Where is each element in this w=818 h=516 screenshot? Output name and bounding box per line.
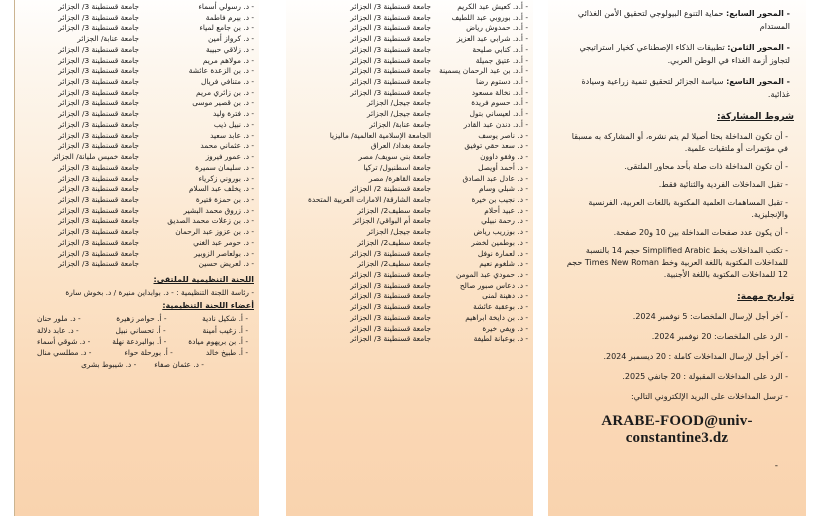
member-name: - د. بوروني زكرياء [198, 173, 254, 183]
member-university: جامعة سطيف2/ الجزائر [357, 259, 431, 269]
member-university: جامعة قسنطينة 3/ الجزائر [58, 44, 139, 54]
dates-title: تواريخ مهمة: [737, 292, 794, 302]
member-university: جامعة قسنطينة 3/ الجزائر [350, 248, 431, 258]
committee-member: - د. ملور حنان [37, 314, 81, 324]
member-university: جامعة قسنطينة 3/ الجزائر [350, 291, 431, 301]
member-university: جامعة قسنطينة 3/ الجزائر [58, 23, 139, 33]
axis-label: - المحور الثامن: [727, 43, 790, 52]
members-list-left [15, 0, 259, 270]
member-row [286, 206, 533, 217]
member-university: جامعة قسنطينة 3/ الجزائر [350, 2, 431, 11]
member-name: - د. رحمة نبيلي [481, 216, 528, 226]
member-name: - د. مولاهم مريم [202, 55, 254, 65]
member-row [15, 2, 259, 13]
member-row [15, 184, 259, 195]
members-list-middle [286, 0, 533, 345]
member-name: - د. بوطمين لخضر [471, 237, 528, 247]
member-row [15, 141, 259, 152]
committee-member: - د. عابد دلالة [37, 325, 79, 335]
conditions-list [560, 131, 794, 281]
member-row [286, 227, 533, 238]
member-row [15, 66, 259, 77]
dates-list [560, 311, 794, 403]
member-row [286, 34, 533, 45]
date-item: - الرد على الملخصات: 20 نوفمبر 2024. [651, 332, 788, 341]
member-row [15, 131, 259, 142]
axis-label: - المحور التاسع: [726, 77, 790, 86]
committee-row [21, 313, 254, 324]
member-name: - د. نجيب بن خيرة [471, 194, 528, 204]
member-row [15, 259, 259, 270]
member-name: - د. عمور فيروز [205, 152, 254, 162]
member-name: - أ.د. بوروبي عبد اللطيف [451, 12, 528, 22]
member-university: جامعة قسنطينة 3/ الجزائر [58, 66, 139, 76]
member-row [286, 98, 533, 109]
member-name: - د. لعمارة نوفل [477, 248, 528, 258]
condition-item: - تقبل المساهمات العلمية المكتوبة باللغات العربية، الفرنسية والإنجليزية. [588, 198, 788, 219]
member-row [15, 56, 259, 67]
member-name: - د. لعريض حسين [198, 259, 254, 269]
member-name: - أ.د. عتيق جميلة [475, 55, 528, 65]
member-row [286, 13, 533, 24]
committee-member: - أ. تحساني نبيل [115, 325, 166, 335]
member-row [15, 249, 259, 260]
member-name: - أ.د. كنابي صليحة [472, 44, 528, 54]
committee-member: - أ. شكيل نادية [202, 314, 248, 324]
page-gutter [258, 0, 286, 516]
member-name: - د. زلاقي حبيبة [205, 44, 254, 54]
committee-member: - أ. بن بريهوم ميادة [188, 336, 248, 346]
member-name: - د. بوعبانة لطيفة [473, 334, 528, 344]
member-university: جامعة قسنطينة 3/ الجزائر [58, 227, 139, 237]
committee-row [21, 347, 254, 358]
member-name: - د. ناصر يوسف [478, 130, 528, 140]
member-row [286, 238, 533, 249]
member-name: - د. نبيل ذيب [213, 119, 254, 129]
member-university: جامعة قسنطينة 3/ الجزائر [350, 12, 431, 22]
axis-text: سياسة الجزائر لتحقيق تنمية زراعية وسيادة غذائية. [581, 77, 790, 99]
committee-row [21, 336, 254, 347]
member-row [286, 249, 533, 260]
member-university: جامعة قسنطينة 3/ الجزائر [58, 98, 139, 108]
committee-row [21, 324, 254, 335]
member-name: - د. بوعقبة عائشة [473, 302, 528, 312]
axis-text: تطبيقات الذكاء الإصطناعي كخيار استراتيجي لتجاوز أزمة الغذاء في الوطن العربي. [579, 43, 790, 65]
member-university: جامعة قسنطينة 3/ الجزائر [350, 34, 431, 44]
member-row [286, 291, 533, 302]
condition-item: - تقبل المداخلات الفردية والثنائية فقط. [658, 180, 788, 189]
committee-member: - أ. حوامر زهيرة [116, 314, 167, 324]
member-row [286, 313, 533, 324]
page-panel-right [548, 0, 806, 516]
member-university: جامعة عنابة/ الجزائر [77, 34, 139, 44]
left-page-margin [0, 0, 14, 516]
member-university: جامعة سطيف2/ الجزائر [357, 205, 431, 215]
member-name: - أ.د. حسوم فريدة [471, 98, 528, 108]
member-university: جامعة سطيف2/ الجزائر [357, 237, 431, 247]
member-university: جامعة قسنطينة 3/ الجزائر [58, 2, 139, 11]
member-name: - أ.د. حمدوش رياض [466, 23, 528, 33]
member-name: - د. بن جامع لمياء [199, 23, 254, 33]
member-name: - د. عابد سعيد [210, 130, 254, 140]
member-row [286, 66, 533, 77]
member-name: - د. بن الزعدة عائشة [188, 66, 254, 76]
axes-list [560, 8, 794, 101]
axis-paragraph [560, 42, 794, 67]
member-row [286, 88, 533, 99]
member-university: جامعة قسنطينة 3/ الجزائر [350, 312, 431, 322]
member-row [15, 23, 259, 34]
axis-label: - المحور السابع: [726, 9, 790, 18]
condition-item: - أن تكون المداخلة ذات صلة بأحد محاور الملتقى. [624, 162, 788, 171]
committee-member: - د. شوقي أسماء [37, 336, 91, 346]
member-row [286, 302, 533, 313]
member-row [15, 34, 259, 45]
member-university: جامعة قسنطينة 3/ الجزائر [350, 87, 431, 97]
member-university: جامعة القاهرة/ مصر [368, 173, 431, 183]
member-row [286, 141, 533, 152]
member-university: جامعة جيجل/ الجزائر [366, 109, 431, 119]
conditions-title: شروط المشاركة: [716, 112, 794, 122]
member-row [15, 120, 259, 131]
member-row [286, 324, 533, 335]
member-name: - د. متنافي فريال [200, 77, 254, 87]
date-item: - ترسل المداخلات على البريد الإلكتروني التالي: [630, 392, 788, 401]
member-university: جامعة قسنطينة 3/ الجزائر [58, 141, 139, 151]
member-row [286, 45, 533, 56]
member-name: - د. شلغوم نعيم [479, 259, 528, 269]
member-university: جامعة قسنطينة 3/ الجزائر [58, 259, 139, 269]
member-university: الجامعة الإسلامية العالمية/ ماليزيا [329, 130, 431, 140]
member-row [15, 152, 259, 163]
member-name: - د. عبيد أحلام [484, 205, 528, 215]
member-row [286, 109, 533, 120]
member-name: - د. ويفي خيرة [482, 323, 528, 333]
member-university: جامعة خميس مليانة/ الجزائر [52, 152, 139, 162]
member-row [286, 259, 533, 270]
member-university: جامعة قسنطينة 3/ الجزائر [58, 194, 139, 204]
member-row [15, 98, 259, 109]
member-name: - أ.د. نخالة مسعود [471, 87, 528, 97]
member-row [286, 281, 533, 292]
date-item: - آخر أجل لإرسال المداخلات كاملة : 20 ديسمبر 2024. [603, 352, 788, 361]
member-university: جامعة قسنطينة 3/ الجزائر [350, 77, 431, 87]
member-university: جامعة قسنطينة 3/ الجزائر [58, 162, 139, 172]
member-name: - د. كرواز أمين [207, 34, 254, 44]
condition-item: - أن يكون عدد صفحات المداخلة بين 10 و20 صفحة. [613, 228, 788, 237]
member-row [15, 109, 259, 120]
member-row [286, 216, 533, 227]
member-row [286, 23, 533, 34]
committee-chair-line: - رئاسة اللجنة التنظيمية : - د. بوابداين منيرة / د. بخوش سارة [65, 287, 254, 297]
member-university: جامعة قسنطينة 3/ الجزائر [58, 205, 139, 215]
member-university: جامعة قسنطينة 3/ الجزائر [58, 12, 139, 22]
member-name: - د. دعاس صبور صالح [459, 280, 528, 290]
member-name: - د. بوزريب رياض [473, 227, 528, 237]
committee-title: اللجنة التنظيمية للملتقى: [153, 274, 254, 284]
member-row [286, 174, 533, 185]
member-university: جامعة قسنطينة 3/ الجزائر [58, 55, 139, 65]
member-row [15, 238, 259, 249]
member-name: - د. دهينة لمنى [482, 291, 528, 301]
axis-paragraph [560, 8, 794, 33]
member-name: - د. سليمان سميرة [195, 162, 254, 172]
member-row [15, 163, 259, 174]
member-university: جامعة قسنطينة 3/ الجزائر [58, 184, 139, 194]
member-university: جامعة قسنطينة 3/ الجزائر [350, 44, 431, 54]
member-name: - أ.د. دندن عبد القادر [463, 119, 528, 129]
page-panel-left [14, 0, 259, 516]
contact-email: ARABE-FOOD@univ-constantine3.dz [601, 413, 753, 446]
member-name: - د. شبلي وسام [479, 184, 528, 194]
stray-dash-mark: - [774, 461, 778, 471]
condition-item: - أن تكون المداخلة بحثا أصيلا لم يتم نشره، أو المشاركة به مسبقا في مؤتمرات أو ملتقيات علمية. [571, 132, 788, 153]
member-row [15, 195, 259, 206]
member-name: - أ.د. كعيش عبد الكريم [457, 2, 528, 11]
member-name: - د. بيرم فاطمة [205, 12, 254, 22]
member-university: جامعة قسنطينة 3/ الجزائر [350, 23, 431, 33]
member-row [286, 2, 533, 13]
member-university: جامعة بني سويف/ مصر [358, 152, 431, 162]
member-name: - د. بن زائري مريم [196, 87, 254, 97]
committee-member: - د. مطلسي منال [37, 348, 92, 358]
member-name: - د. فترة وليد [213, 109, 254, 119]
member-university: جامعة قسنطينة 3/ الجزائر [350, 55, 431, 65]
member-university: جامعة قسنطينة 3/ الجزائر [350, 334, 431, 344]
member-name: - د. أحمد أويصل [478, 162, 528, 172]
member-university: جامعة قسنطينة 2/ الجزائر [350, 184, 431, 194]
member-name: - د. زروق محمد البشير [183, 205, 254, 215]
member-university: جامعة أم البواقي/ الجزائر [353, 216, 431, 226]
member-name: - د. بن دايخة ابراهيم [465, 312, 528, 322]
member-row [286, 184, 533, 195]
member-row [15, 45, 259, 56]
committee-member: - أ. زغيب أمينة [202, 325, 248, 335]
date-item: - الرد على المداخلات المقبولة : 20 جانفي 2025. [622, 372, 788, 381]
member-name: - د. عادل عبد الصادق [462, 173, 528, 183]
member-name: - أ.د. شرابي عبد العزيز [456, 34, 528, 44]
member-university: جامعة قسنطينة 3/ الجزائر [58, 248, 139, 258]
member-row [286, 77, 533, 88]
member-name: - أ.د. لعيساني بتول [469, 109, 528, 119]
member-university: جامعة جيجل/ الجزائر [366, 98, 431, 108]
member-name: - أ.د. دستوم رضا [476, 77, 528, 87]
committee-member: - د. عثمان صفاء [154, 359, 204, 369]
member-row [15, 77, 259, 88]
member-name: - د. وفقو داوون [480, 152, 528, 162]
page-gutter [533, 0, 548, 516]
member-university: جامعة قسنطينة 3/ الجزائر [350, 302, 431, 312]
committee-member: - أ. بوالبردعة نهلة [112, 336, 167, 346]
committee-member: - أ. بورحلة حواء [124, 348, 173, 358]
member-row [15, 216, 259, 227]
member-name: - د. حومر عبد الغني [193, 237, 254, 247]
member-row [15, 13, 259, 24]
right-page-content [548, 0, 806, 471]
member-row [15, 174, 259, 185]
member-name: - د. رسولي أسماء [198, 2, 254, 11]
member-university: جامعة قسنطينة 3/ الجزائر [58, 77, 139, 87]
member-university: جامعة اسطنبول/ تركيا [363, 162, 431, 172]
member-university: جامعة الشارقة/ الامارات العربية المتحدة [308, 194, 431, 204]
member-university: جامعة قسنطينة 3/ الجزائر [58, 109, 139, 119]
member-name: - د. سعد حقي توفيق [464, 141, 528, 151]
member-name: - د. بولعاصر الزوبير [194, 248, 254, 258]
committee-members-title: أعضاء اللجنة التنظيمية: [162, 300, 254, 310]
member-row [286, 334, 533, 345]
member-row [286, 56, 533, 67]
member-row [286, 270, 533, 281]
member-row [15, 88, 259, 99]
member-row [286, 120, 533, 131]
member-row [286, 152, 533, 163]
axis-text: حماية التنوع البيولوجي لتحقيق الأمن الغذائي المستدام [577, 9, 790, 31]
member-name: - د. يخلف عبد السلام [188, 184, 254, 194]
member-university: جامعة قسنطينة 3/ الجزائر [350, 269, 431, 279]
member-row [286, 131, 533, 142]
member-name: - د. بن زعلات محمد الصديق [167, 216, 254, 226]
committee-member: - د. شيبوط بشرى [81, 359, 137, 369]
member-university: جامعة قسنطينة 3/ الجزائر [58, 119, 139, 129]
right-page-margin [806, 0, 818, 516]
member-university: جامعة قسنطينة 3/ الجزائر [350, 66, 431, 76]
member-university: جامعة قسنطينة 3/ الجزائر [58, 87, 139, 97]
member-university: جامعة قسنطينة 3/ الجزائر [350, 280, 431, 290]
member-row [15, 227, 259, 238]
member-row [15, 206, 259, 217]
member-university: جامعة قسنطينة 3/ الجزائر [58, 216, 139, 226]
date-item: - آخر أجل لإرسال الملخصات: 5 نوفمبر 2024. [632, 312, 788, 321]
member-university: جامعة قسنطينة 3/ الجزائر [58, 237, 139, 247]
member-row [286, 163, 533, 174]
member-university: جامعة بغداد/ العراق [370, 141, 431, 151]
member-name: - د. بن قصير موسى [192, 98, 254, 108]
organizing-committee-section [15, 270, 259, 370]
member-university: جامعة قسنطينة 3/ الجزائر [58, 130, 139, 140]
committee-row [21, 359, 254, 370]
member-name: - د. بن عزوز عبد الرحمان [175, 227, 254, 237]
condition-item: - تكتب المداخلات بخط Simplified Arabic حجم 14 بالنسبة للمداخلات المكتوبة باللغة العربية وخط Times New Roman حجم 12 للمداخلات المكتوبة باللغة الأجنبية. [566, 246, 788, 279]
member-university: جامعة قسنطينة 3/ الجزائر [58, 173, 139, 183]
member-name: - د. بن حمزة فتيرة [195, 194, 254, 204]
page-panel-middle [286, 0, 533, 516]
member-university: جامعة قسنطينة 3/ الجزائر [350, 323, 431, 333]
member-row [286, 195, 533, 206]
member-name: - د. عثماني محمد [200, 141, 254, 151]
member-name: - أ.د. بن عبد الرحمان يسمينة [439, 66, 528, 76]
member-university: جامعة عنابة/ الجزائر [369, 119, 431, 129]
member-university: جامعة جيجل/ الجزائر [366, 227, 431, 237]
committee-member: - أ. طبيخ خالد [205, 348, 248, 358]
axis-paragraph [560, 76, 794, 101]
committee-members-list [21, 313, 254, 370]
member-name: - د. حمودي عبد المومن [456, 269, 528, 279]
